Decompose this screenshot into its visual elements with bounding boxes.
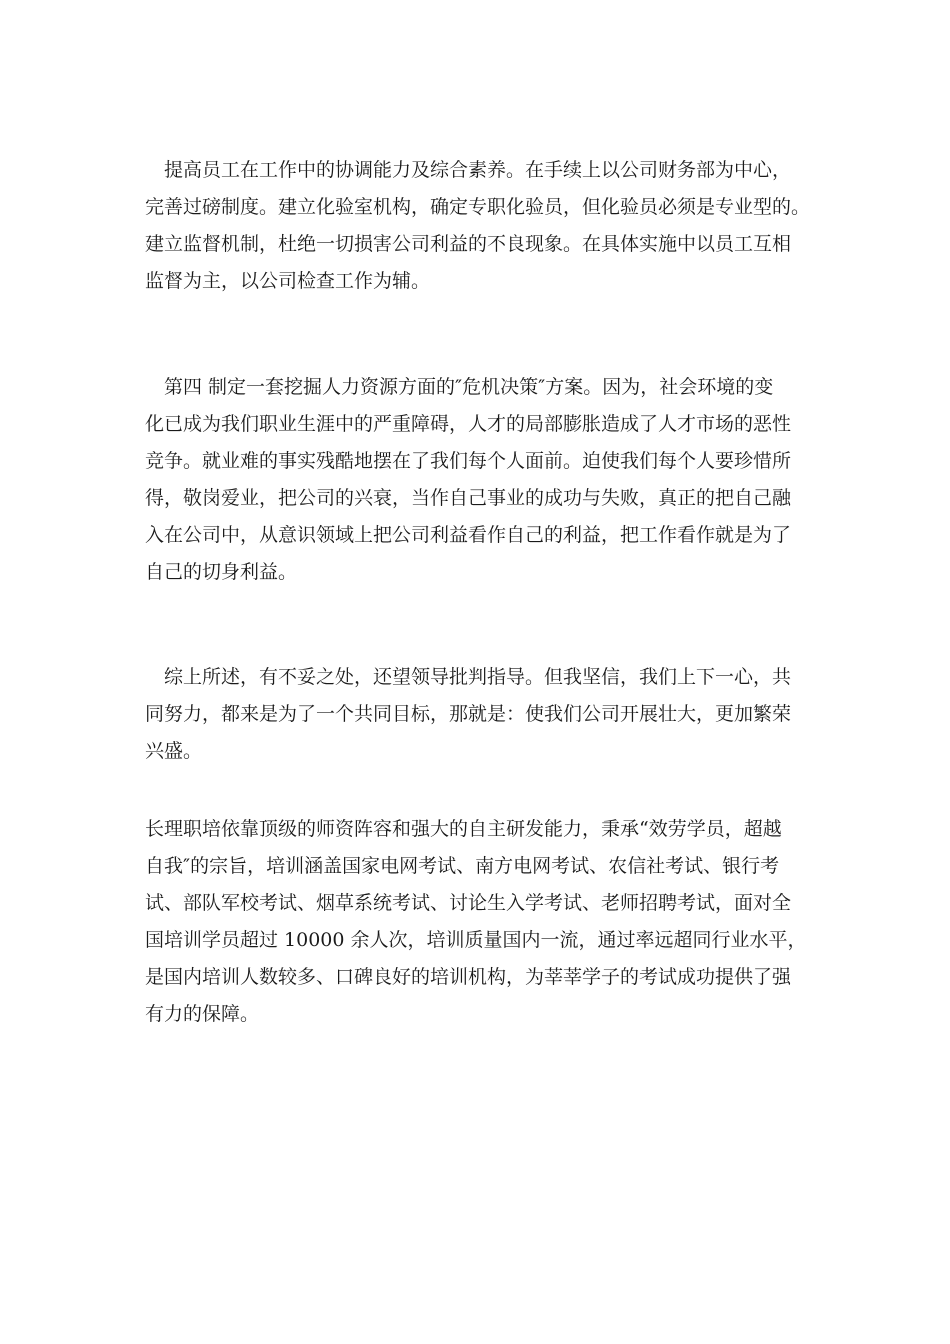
text-line: 是国内培训人数较多、口碑良好的培训机构，为莘莘学子的考试成功提供了强 [145, 966, 792, 988]
text-line: 提高员工在工作中的协调能力及综合素养。在手续上以公司财务部为中心， [145, 159, 792, 181]
text-line: 得，敬岗爱业，把公司的兴衰，当作自己事业的成功与失败，真正的把自己融 [145, 487, 792, 509]
text-line: 建立监督机制，杜绝一切损害公司利益的不良现象。在具体实施中以员工互相 [145, 233, 792, 255]
text-line: 自我″的宗旨，培训涵盖国家电网考试、南方电网考试、农信社考试、银行考 [145, 855, 780, 877]
text-line: 化已成为我们职业生涯中的严重障碍，人才的局部膨胀造成了人才市场的恶性 [145, 413, 792, 435]
text-line: 有力的保障。 [145, 1003, 260, 1025]
text-line: 竞争。就业难的事实残酷地摆在了我们每个人面前。迫使我们每个人要珍惜所 [145, 450, 792, 472]
text-line: 完善过磅制度。建立化验室机构，确定专职化验员，但化验员必须是专业型的。 [145, 196, 811, 218]
text-line: 综上所述，有不妥之处，还望领导批判指导。但我坚信，我们上下一心，共 [145, 666, 792, 688]
text-line: 自己的切身利益。 [145, 561, 298, 583]
paragraph-crisis-plan [145, 369, 810, 591]
text-line: 同努力，都来是为了一个共同目标，那就是：使我们公司开展壮大，更加繁荣 [145, 703, 792, 725]
paragraph-training-ad [145, 811, 810, 1033]
paragraph-staff-coordination [145, 152, 810, 300]
paragraph-conclusion [145, 659, 810, 770]
text-line: 国培训学员超过 10000 余人次，培训质量国内一流，通过率远超同行业水平， [145, 929, 807, 951]
text-line: 第四 制定一套挖掘人力资源方面的″危机决策″方案。因为，社会环境的变 [145, 376, 774, 398]
text-line: 兴盛。 [145, 740, 203, 762]
text-line: 监督为主，以公司检查工作为辅。 [145, 270, 431, 292]
text-line: 入在公司中，从意识领域上把公司利益看作自己的利益，把工作看作就是为了 [145, 524, 792, 546]
text-line: 长理职培依靠顶级的师资阵容和强大的自主研发能力，秉承“效劳学员，超越 [145, 818, 782, 840]
text-line: 试、部队军校考试、烟草系统考试、讨论生入学考试、老师招聘考试，面对全 [145, 892, 792, 914]
